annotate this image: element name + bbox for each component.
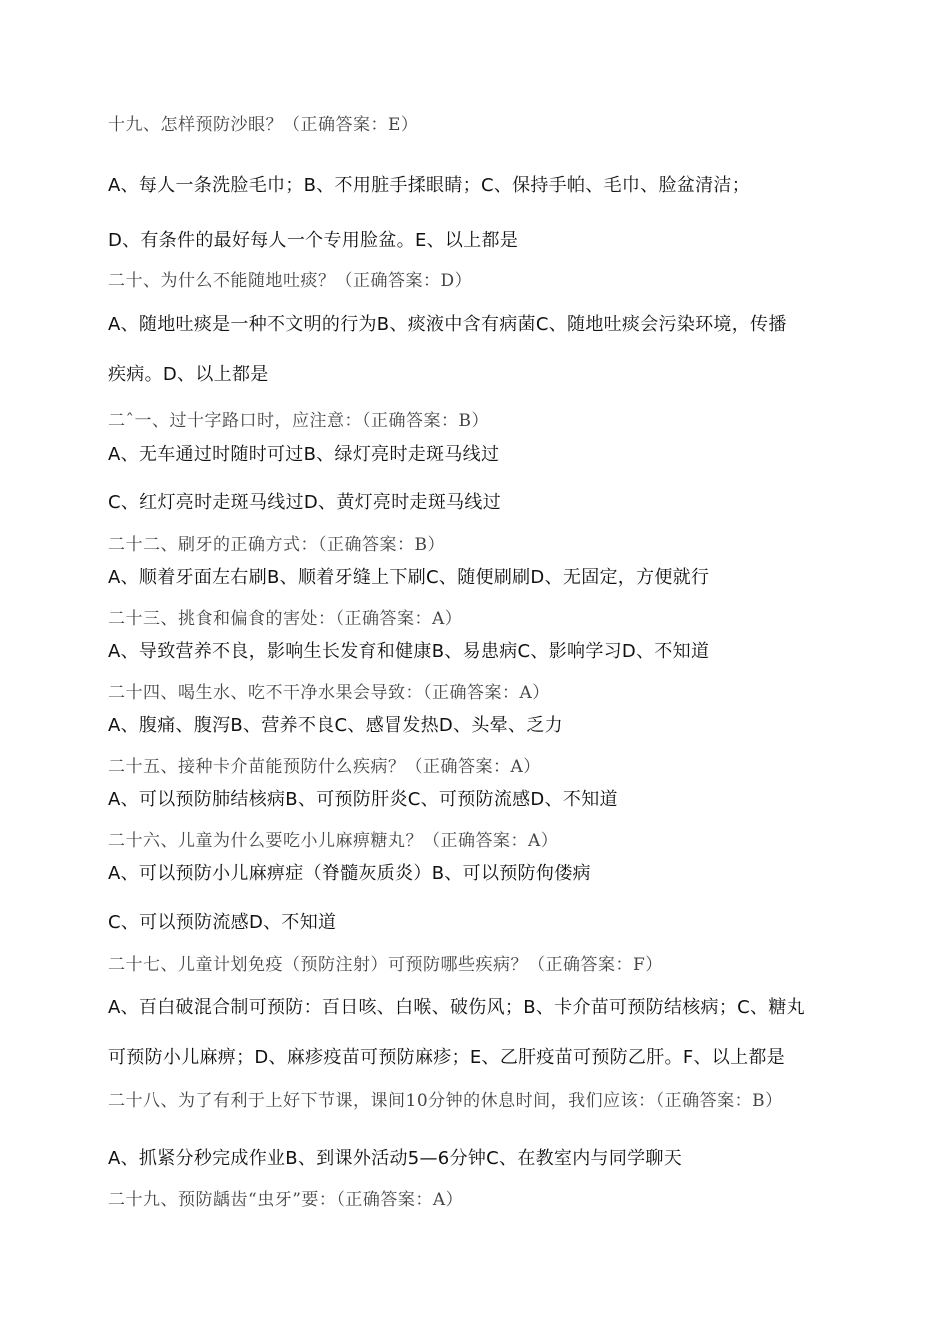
question-29: 二十九、预防龋齿“虫牙”要：（正确答案：A） (108, 1190, 464, 1210)
answer-23: A、导致营养不良，影响生长发育和健康B、易患病C、影响学习D、不知道 (108, 641, 710, 662)
question-19: 十九、怎样预防沙眼？（正确答案：E） (108, 115, 419, 135)
question-25: 二十五、接种卡介苗能预防什么疾病？（正确答案：A） (108, 757, 541, 777)
answer-20-line-2: 疾病。D、以上都是 (108, 364, 269, 385)
question-20: 二十、为什么不能随地吐痰？（正确答案：D） (108, 271, 473, 291)
answer-19-line-2: D、有条件的最好每人一个专用脸盆。E、以上都是 (108, 230, 519, 251)
answer-26-line-2: C、可以预防流感D、不知道 (108, 912, 337, 933)
answer-27-line-2: 可预防小儿麻痹；D、麻疹疫苗可预防麻疹；E、乙肝疫苗可预防乙肝。F、以上都是 (108, 1047, 785, 1068)
question-24: 二十四、喝生水、吃不干净水果会导致：（正确答案：A） (108, 683, 550, 703)
answer-21-line-1: A、无车通过时随时可过B、绿灯亮时走斑马线过 (108, 444, 500, 465)
question-23: 二十三、挑食和偏食的害处：（正确答案：A） (108, 609, 463, 629)
answer-28: A、抓紧分秒完成作业B、到课外活动5—6分钟C、在教室内与同学聊天 (108, 1148, 683, 1169)
question-21: 二ˆ一、过十字路口时，应注意：（正确答案：B） (108, 411, 489, 431)
question-26: 二十六、儿童为什么要吃小儿麻痹糖丸？（正确答案：A） (108, 831, 559, 851)
answer-24: A、腹痛、腹泻B、营养不良C、感冒发热D、头晕、乏力 (108, 715, 563, 736)
question-28: 二十八、为了有利于上好下节课，课间10分钟的休息时间，我们应该：（正确答案：B） (108, 1091, 783, 1111)
answer-27-line-1: A、百白破混合制可预防：百日咳、白喉、破伤风；B、卡介苗可预防结核病；C、糖丸 (108, 997, 805, 1018)
answer-25: A、可以预防肺结核病B、可预防肝炎C、可预防流感D、不知道 (108, 789, 618, 810)
answer-26-line-1: A、可以预防小儿麻痹症（脊髓灰质炎）B、可以预防佝偻病 (108, 863, 591, 884)
answer-19-line-1: A、每人一条洗脸毛巾；B、不用脏手揉眼睛；C、保持手帕、毛巾、脸盆清洁； (108, 175, 751, 196)
answer-22: A、顺着牙面左右刷B、顺着牙缝上下刷C、随便刷刷D、无固定，方便就行 (108, 567, 710, 588)
answer-20-line-1: A、随地吐痰是一种不文明的行为B、痰液中含有病菌C、随地吐痰会污染环境，传播 (108, 314, 787, 335)
answer-21-line-2: C、红灯亮时走斑马线过D、黄灯亮时走斑马线过 (108, 492, 502, 513)
question-22: 二十二、刷牙的正确方式：（正确答案：B） (108, 535, 445, 555)
question-27: 二十七、儿童计划免疫（预防注射）可预防哪些疾病？（正确答案：F） (108, 955, 663, 975)
